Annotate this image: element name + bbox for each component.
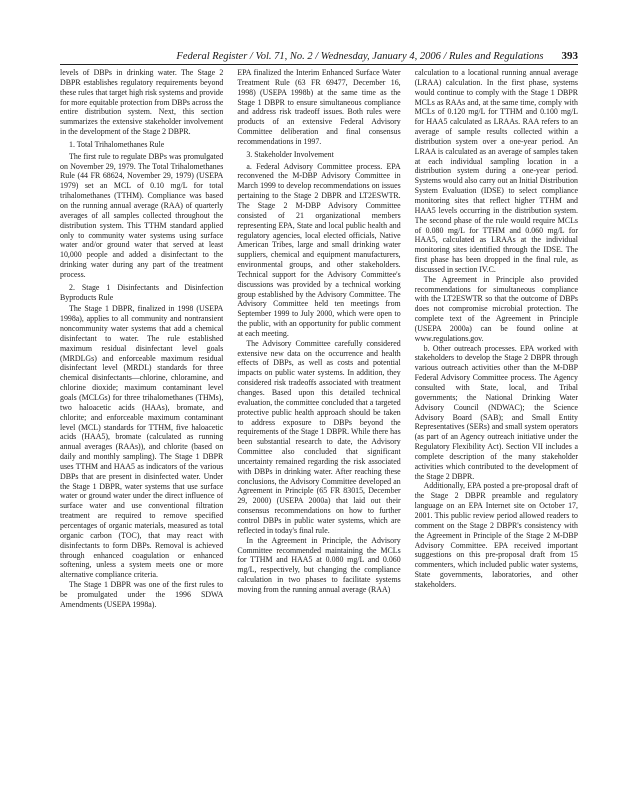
body-paragraph: EPA finalized the Interim Enhanced Surface Water Treatment Rule (63 FR 69477, December 16, 1998) (USEPA 1998b) at the same time as the Stage 1 DBPR to ensure simultaneous compliance and address risk tradeoff issues. Both rules were products of an extensive Federal Advisory Committee deliberation and final consensus recommendations in 1997.	[237, 68, 401, 146]
body-paragraph: levels of DBPs in drinking water. The Stage 2 DBPR establishes regulatory requirements beyond these rules that target high risk systems and provide for more equitable protection from DBPs across the entire distribution system. Next, this section summarizes the extensive stakeholder involvement in the development of the Stage 2 DBPR.	[60, 68, 224, 137]
header-title: Federal Register / Vol. 71, No. 2 / Wednesday, January 4, 2006 / Rules and Regulations	[176, 51, 544, 62]
column-left	[60, 68, 223, 780]
body-paragraph: The Agreement in Principle also provided recommendations for simultaneous compliance with the LT2ESWTR so that the outcome of DBPs does not compromise microbial protection. The complete text of the Agreement in Principle (USEPA 2000a) can be found online at www.regulations.gov.	[414, 274, 578, 343]
body-paragraph: The Stage 1 DBPR was one of the first rules to be promulgated under the 1996 SDWA Amendments (USEPA 1998a).	[60, 580, 224, 609]
running-header	[60, 48, 578, 65]
body-paragraph: calculation to a locational running annual average (LRAA) calculation. In the first phase, systems would continue to comply with the Stage 1 DBPR MCLs as RAAs and, at the same time, comply with MCLs of 0.120 mg/L for TTHM and 0.100 mg/L for HAA5 calculated as LRAAs. RAA refers to an average of sample results collected within a distribution system over a one-year period. An LRAA is calculated as an average of samples taken at each individual sampling location in a distribution system during a one-year period. Systems would also carry out an Initial Distribution System Evaluation (IDSE) to select compliance monitoring sites that reflect higher TTHM and HAA5 levels occurring in the distribution system. The second phase of the rule would require MCLs of 0.080 mg/L for TTHM and 0.060 mg/L for HAA5, calculated as LRAAs at the individual monitoring sites identified through the IDSE. The first phase has been dropped in the final rule, as discussed in section IV.C.	[414, 68, 578, 274]
column-middle	[237, 68, 400, 780]
body-paragraph: The first rule to regulate DBPs was promulgated on November 29, 1979. The Total Trihalomethanes Rule (44 FR 68624, November 29, 1979) (USEPA 1979) set an MCL of 0.10 mg/L for total trihalomethanes (TTHM). Compliance was based on the running annual average (RAA) of quarterly averages of all samples collected throughout the distribution system. This TTHM standard applied only to community water systems using surface water and/or ground water that served at least 10,000 people and added a disinfectant to the drinking water during any part of the treatment process.	[60, 151, 224, 279]
section-heading: 2. Stage 1 Disinfectants and Disinfection Byproducts Rule	[60, 282, 224, 302]
body-paragraph: a. Federal Advisory Committee process. EPA reconvened the M-DBP Advisory Committee in March 1999 to develop recommendations on issues pertaining to the Stage 2 DBPR and LT2ESWTR. The Stage 2 M-DBP Advisory Committee consisted of 21 organizational members representing EPA, State and local public health and regulatory agencies, local elected officials, Native American Tribes, large and small drinking water suppliers, chemical and equipment manufacturers, environmental groups, and other stakeholders. Technical support for the Advisory Committee's discussions was provided by a technical working group established by the Advisory Committee. The Advisory Committee held ten meetings from September 1999 to July 2000, which were open to the public, with an opportunity for public comment at each meeting.	[237, 161, 401, 338]
body-paragraph: In the Agreement in Principle, the Advisory Committee recommended maintaining the MCLs for TTHM and HAA5 at 0.080 mg/L and 0.060 mg/L, respectively, but changing the compliance calculation in two phases to facilitate systems moving from the running annual average (RAA)	[237, 535, 401, 594]
body-paragraph: The Advisory Committee carefully considered extensive new data on the occurrence and health effects of DBPs, as well as costs and potential impacts on public water systems. In addition, they considered risk tradeoffs associated with treatment changes. Based upon this detailed technical evaluation, the committee concluded that a targeted protective public health approach should be taken to address exposure to DBPs beyond the requirements of the Stage 1 DBPR. While there has been substantial research to date, the Advisory Committee also concluded that significant uncertainty remained regarding the risk associated with DBPs in drinking water. After reaching these conclusions, the Advisory Committee developed an Agreement in Principle (65 FR 83015, December 29, 2000) (USEPA 2000a) that laid out their consensus recommendations on how to further control DBPs in public water systems, which are reflected in today's final rule.	[237, 338, 401, 535]
page-number: 393	[561, 50, 578, 62]
column-right	[415, 68, 578, 780]
body-paragraph: Additionally, EPA posted a pre-proposal draft of the Stage 2 DBPR preamble and regulatory language on an EPA Internet site on October 17, 2001. This public review period allowed readers to comment on the Stage 2 DBPR's consistency with the Agreement in Principle of the Stage 2 M-DBP Advisory Committee. EPA received important suggestions on this pre-proposal draft from 15 commenters, which included public water systems, State governments, laboratories, and other stakeholders.	[414, 481, 578, 589]
body-paragraph: The Stage 1 DBPR, finalized in 1998 (USEPA 1998a), applies to all community and nontransient noncommunity water systems that add a chemical disinfectant to water. The rule established maximum residual disinfectant level goals (MRDLGs) and enforceable maximum residual disinfectant level (MRDL) standards for three chemical disinfectants—chlorine, chloramine, and chlorine dioxide; maximum contaminant level goals (MCLGs) for three trihalomethanes (THMs), two haloacetic acids (HAAs), bromate, and chlorite; and enforceable maximum contaminant level (MCL) standards for TTHM, five haloacetic acids (HAA5), bromate (calculated as running annual averages (RAAs)), and chlorite (based on daily and monthly sampling). The Stage 1 DBPR uses TTHM and HAA5 as indicators of the various DBPs that are present in disinfected water. Under the Stage 1 DBPR, water systems that use surface water or ground water under the direct influence of surface water and use conventional filtration treatment are required to remove specified percentages of organic materials, measured as total organic carbon (TOC), that may react with disinfectants to form DBPs. Removal is achieved through enhanced coagulation or enhanced softening, unless a system meets one or more alternative compliance criteria.	[60, 304, 224, 580]
body-paragraph: b. Other outreach processes. EPA worked with stakeholders to develop the Stage 2 DBPR through various outreach activities other than the M-DBP Federal Advisory Committee process. The Agency consulted with State, local, and Tribal governments; the National Drinking Water Advisory Council (NDWAC); the Science Advisory Board (SAB); and Small Entity Representatives (SERs) and small system operators (as part of an Agency outreach initiative under the Regulatory Flexibility Act). Section VII includes a complete description of the many stakeholder activities which contributed to the development of the Stage 2 DBPR.	[414, 343, 578, 481]
section-heading: 1. Total Trihalomethanes Rule	[69, 139, 165, 149]
text-columns	[60, 68, 578, 780]
section-heading: 3. Stakeholder Involvement	[246, 149, 334, 159]
